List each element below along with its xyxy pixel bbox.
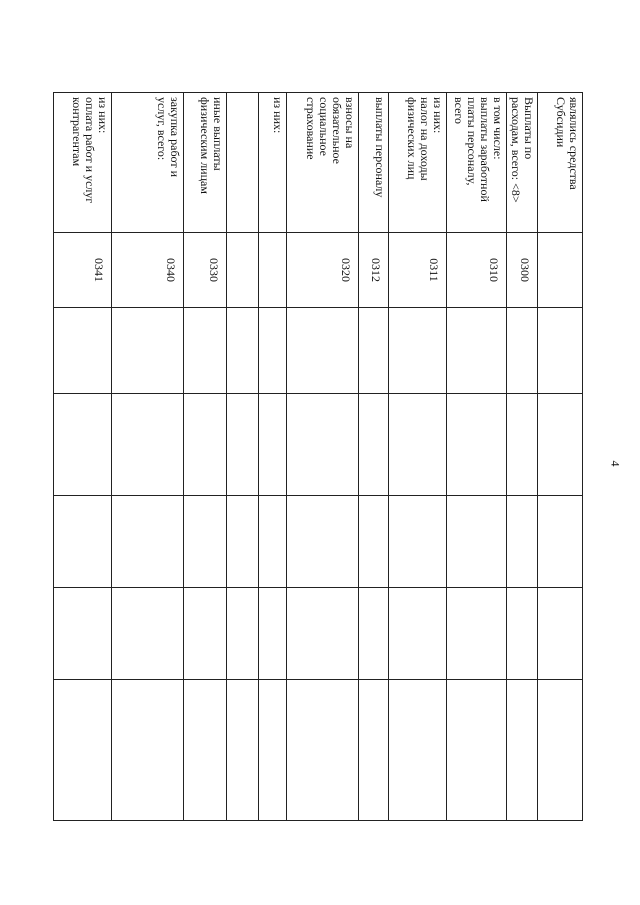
row-code: 0310 xyxy=(447,233,507,308)
table-cell xyxy=(447,496,507,588)
table-cell xyxy=(359,394,389,496)
table-cell xyxy=(538,394,583,496)
table-row xyxy=(184,93,227,821)
table-cell xyxy=(112,394,184,496)
table-cell xyxy=(389,680,447,821)
table-row xyxy=(389,93,447,821)
table-cell xyxy=(184,680,227,821)
table-cell xyxy=(259,394,287,496)
table-cell xyxy=(538,680,583,821)
table-cell xyxy=(54,588,112,680)
row-label: из них: оплата работ и услуг контрагентам xyxy=(54,93,112,233)
table-cell xyxy=(447,680,507,821)
row-label: из них: xyxy=(259,93,287,233)
table-cell xyxy=(259,308,287,394)
table-cell xyxy=(389,308,447,394)
table-cell xyxy=(227,680,259,821)
table-row xyxy=(359,93,389,821)
row-code xyxy=(259,233,287,308)
table-cell xyxy=(538,496,583,588)
table-cell xyxy=(227,588,259,680)
row-code xyxy=(538,233,583,308)
table-cell xyxy=(112,496,184,588)
row-code xyxy=(227,233,259,308)
table-cell xyxy=(287,680,359,821)
table-cell xyxy=(389,496,447,588)
page-number: 4 xyxy=(608,460,623,467)
table-row xyxy=(54,93,112,821)
table-cell xyxy=(287,308,359,394)
table-cell xyxy=(507,496,538,588)
table-cell xyxy=(507,308,538,394)
row-label: выплаты персоналу xyxy=(359,93,389,233)
table-cell xyxy=(54,308,112,394)
table-cell xyxy=(538,588,583,680)
table-cell xyxy=(227,496,259,588)
row-code: 0320 xyxy=(287,233,359,308)
row-code: 0340 xyxy=(112,233,184,308)
row-label: из них: налог на доходы физических лиц xyxy=(389,93,447,233)
table-cell xyxy=(184,588,227,680)
table-cell xyxy=(359,588,389,680)
table-cell xyxy=(287,394,359,496)
table-cell xyxy=(227,394,259,496)
table-cell xyxy=(447,394,507,496)
table-row xyxy=(538,93,583,821)
rotated-table-area xyxy=(55,92,583,820)
table-cell xyxy=(389,588,447,680)
table-cell xyxy=(54,496,112,588)
table-cell xyxy=(112,588,184,680)
table-cell xyxy=(227,308,259,394)
table-cell xyxy=(507,394,538,496)
table-cell xyxy=(184,308,227,394)
row-label xyxy=(227,93,259,233)
table-cell xyxy=(259,588,287,680)
table-row xyxy=(287,93,359,821)
table-row xyxy=(227,93,259,821)
row-code: 0312 xyxy=(359,233,389,308)
row-code: 0300 xyxy=(507,233,538,308)
table-row xyxy=(447,93,507,821)
table-row xyxy=(259,93,287,821)
table-cell xyxy=(359,496,389,588)
row-label: Выплаты по расходам, всего: <8> xyxy=(507,93,538,233)
table-cell xyxy=(447,588,507,680)
table-cell xyxy=(259,496,287,588)
table-cell xyxy=(507,680,538,821)
row-code: 0341 xyxy=(54,233,112,308)
table-cell xyxy=(54,394,112,496)
row-label: взносы на обязательное социальное страхование xyxy=(287,93,359,233)
table-cell xyxy=(184,496,227,588)
table-cell xyxy=(259,680,287,821)
table-cell xyxy=(389,394,447,496)
table-cell xyxy=(112,680,184,821)
row-code: 0311 xyxy=(389,233,447,308)
table-cell xyxy=(447,308,507,394)
report-table xyxy=(53,92,583,821)
row-label: закупка работ и услуг, всего: xyxy=(112,93,184,233)
table-cell xyxy=(54,680,112,821)
row-label: являлись средства Субсидии xyxy=(538,93,583,233)
table-cell xyxy=(112,308,184,394)
table-row xyxy=(112,93,184,821)
table-row xyxy=(507,93,538,821)
table-cell xyxy=(184,394,227,496)
row-code: 0330 xyxy=(184,233,227,308)
table-cell xyxy=(287,496,359,588)
table-cell xyxy=(359,680,389,821)
table-cell xyxy=(359,308,389,394)
row-label: иные выплаты физическим лицам xyxy=(184,93,227,233)
row-label: в том числе: выплаты заработной платы персоналу, всего xyxy=(447,93,507,233)
table-cell xyxy=(287,588,359,680)
table-cell xyxy=(507,588,538,680)
table-cell xyxy=(538,308,583,394)
